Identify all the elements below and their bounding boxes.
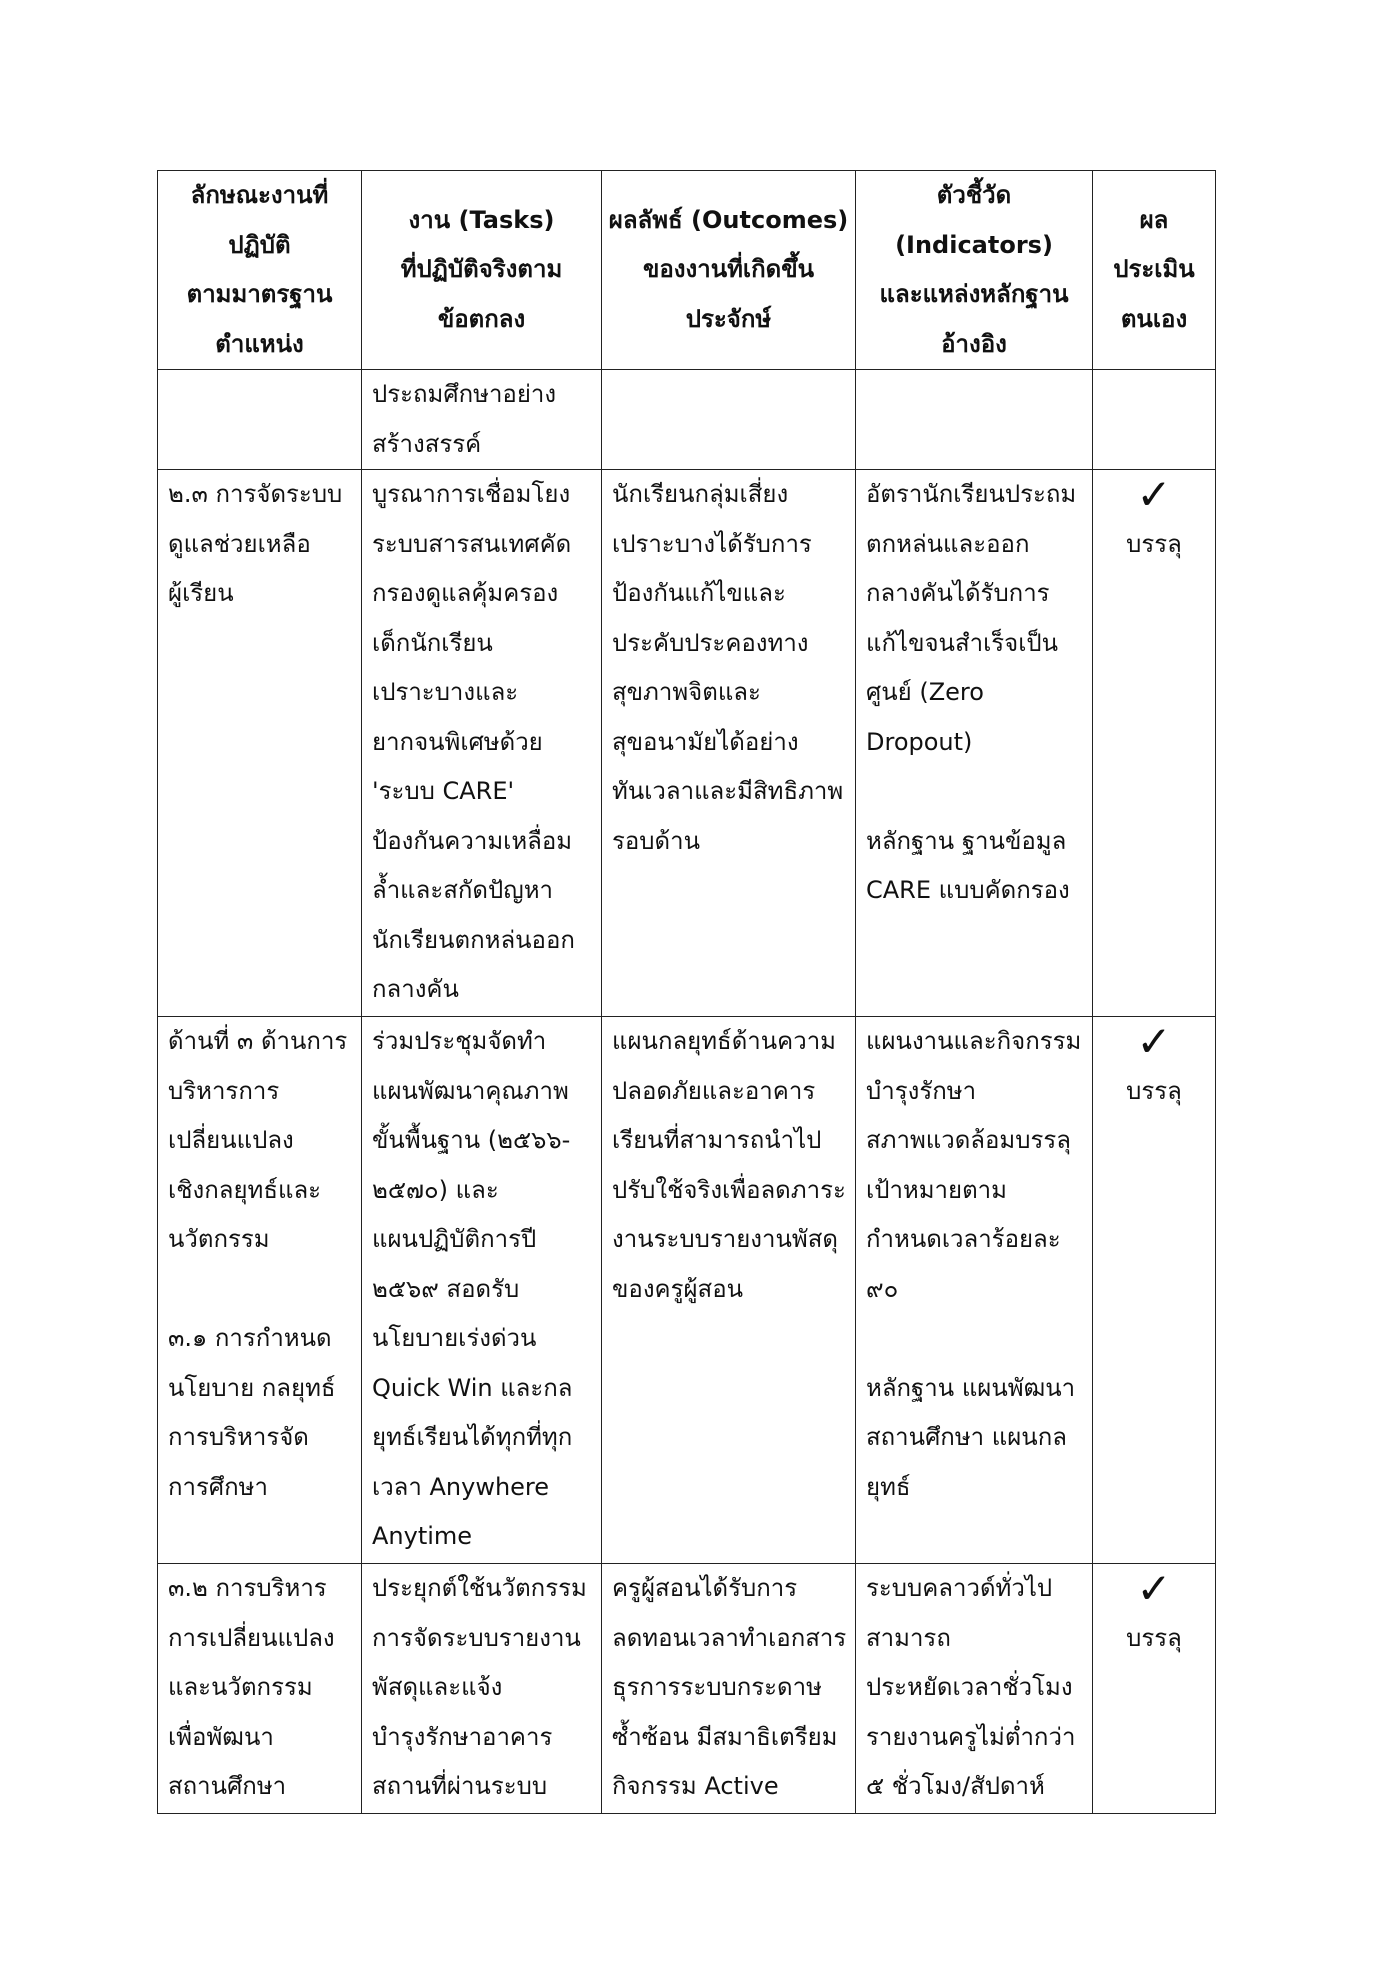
cell-text-line: ประหยัดเวลาชั่วโมง <box>866 1673 1073 1701</box>
cell-self-assessment <box>1093 1017 1216 1564</box>
cell-text-line: สุขอนามัยได้อย่าง <box>612 727 799 756</box>
cell-text-line: การศึกษา <box>168 1472 268 1501</box>
cell-text-line: เปราะบางได้รับการ <box>612 529 812 558</box>
cell-text-line: ขั้นพื้นฐาน (๒๕๖๖- <box>372 1126 571 1154</box>
blank-line <box>866 1314 1082 1364</box>
cell-outcomes <box>602 1017 856 1564</box>
cell-text-line: เพื่อพัฒนา <box>168 1722 274 1751</box>
cell-work-characteristics <box>158 1564 362 1814</box>
cell-text-line: (Indicators) <box>895 230 1053 259</box>
cell-tasks <box>362 470 602 1017</box>
cell-text-line: ยุทธ์เรียนได้ทุกที่ทุก <box>372 1423 573 1451</box>
cell-text-line: บำรุงรักษาอาคาร <box>372 1722 553 1751</box>
cell-text-line: ครูผู้สอนได้รับการ <box>612 1574 798 1602</box>
cell-outcomes <box>602 370 856 470</box>
cell-text-line: นักเรียนตกหล่นออก <box>372 925 575 954</box>
cell-text-line: ของครูผู้สอน <box>612 1274 744 1303</box>
header-tasks <box>362 171 602 370</box>
cell-text-line: ประคับประคองทาง <box>612 628 809 657</box>
cell-text-line: ที่ปฏิบัติจริงตาม <box>400 255 563 284</box>
cell-text-line: ตนเอง <box>1120 304 1188 333</box>
cell-text-line: รอบด้าน <box>612 826 701 855</box>
cell-text-line: ปรับใช้จริงเพื่อลดภาระ <box>612 1175 846 1204</box>
cell-text-line: อ้างอิง <box>941 329 1007 358</box>
cell-text-line: Quick Win และกล <box>372 1373 573 1402</box>
header-self-assessment <box>1093 171 1216 370</box>
table-row <box>158 1564 1216 1814</box>
cell-text-line: ป้องกันแก้ไขและ <box>612 579 786 607</box>
cell-text-line: ๓.๑ การกำหนด <box>168 1324 332 1352</box>
cell-text-line: การบริหารจัด <box>168 1423 309 1451</box>
cell-text-line: บูรณาการเชื่อมโยง <box>372 480 571 508</box>
cell-self-assessment <box>1093 470 1216 1017</box>
checkmark-icon: ✓ <box>1136 470 1172 519</box>
cell-text-line: ยากจนพิเศษด้วย <box>372 727 543 756</box>
cell-text-line: ผู้เรียน <box>168 579 234 607</box>
cell-text-line: ยุทธ์ <box>866 1472 911 1501</box>
cell-text-line: การจัดระบบรายงาน <box>372 1623 581 1652</box>
cell-work-characteristics <box>158 1017 362 1564</box>
checkmark-icon: ✓ <box>1136 1564 1172 1613</box>
cell-text-line: ผลลัพธ์ (Outcomes) <box>608 205 849 234</box>
cell-text-line: ล้ำและสกัดปัญหา <box>372 876 553 904</box>
cell-text-line: ๓.๒ การบริหาร <box>168 1574 327 1602</box>
cell-text-line: เด็กนักเรียน <box>372 628 493 657</box>
cell-text-line: เรียนที่สามารถนำไป <box>612 1126 822 1154</box>
cell-indicators <box>856 470 1093 1017</box>
cell-text-line: สุขภาพจิตและ <box>612 678 761 706</box>
cell-text-line: สถานศึกษา <box>168 1772 287 1800</box>
cell-tasks <box>362 1017 602 1564</box>
cell-text-line: และแหล่งหลักฐาน <box>879 280 1069 308</box>
cell-text-line: ร่วมประชุมจัดทำ <box>372 1027 547 1055</box>
cell-text-line: Dropout) <box>866 727 973 756</box>
cell-text-line: เชิงกลยุทธ์และ <box>168 1175 322 1204</box>
cell-text-line: ด้านที่ ๓ ด้านการ <box>168 1027 348 1055</box>
cell-indicators <box>856 370 1093 470</box>
cell-text-line: ๙๐ <box>866 1274 899 1303</box>
header-outcomes <box>602 171 856 370</box>
cell-text-line: ประจักษ์ <box>685 304 772 333</box>
cell-text-line: บำรุงรักษา <box>866 1076 977 1105</box>
cell-text-line: กรองดูแลคุ้มครอง <box>372 579 559 607</box>
cell-text-line: ซ้ำซ้อน มีสมาธิเตรียม <box>612 1722 838 1751</box>
cell-text-line: ธุรการระบบกระดาษ <box>612 1673 822 1701</box>
cell-text-line: แก้ไขจนสำเร็จเป็น <box>866 628 1059 657</box>
cell-text-line: สภาพแวดล้อมบรรลุ <box>866 1126 1071 1154</box>
cell-text-line: ปฏิบัติ <box>228 230 291 259</box>
cell-text-line: ๕ ชั่วโมง/สัปดาห์ <box>866 1772 1045 1800</box>
cell-text-line: 'ระบบ CARE' <box>372 777 515 805</box>
cell-text-line: ป้องกันความเหลื่อม <box>372 826 573 855</box>
cell-self-assessment <box>1093 1564 1216 1814</box>
cell-text-line: ลดทอนเวลาทำเอกสาร <box>612 1623 847 1652</box>
cell-text-line: ประเมิน <box>1113 255 1195 284</box>
cell-text-line: สามารถ <box>866 1623 951 1652</box>
cell-text-line: แผนปฏิบัติการปี <box>372 1225 537 1253</box>
cell-text-line: การเปลี่ยนแปลง <box>168 1623 335 1652</box>
cell-text-line: เวลา Anywhere <box>372 1472 550 1501</box>
cell-indicators <box>856 1017 1093 1564</box>
cell-text-line: ปลอดภัยและอาคาร <box>612 1076 816 1105</box>
cell-text-line: กิจกรรม Active <box>612 1772 779 1800</box>
blank-line <box>168 1265 351 1315</box>
table-row <box>158 370 1216 470</box>
cell-text-line: CARE แบบคัดกรอง <box>866 876 1070 904</box>
cell-text-line: เปราะบางและ <box>372 678 519 706</box>
cell-text-line: นโยบายเร่งด่วน <box>372 1324 537 1352</box>
cell-tasks <box>362 370 602 470</box>
cell-text-line: เป้าหมายตาม <box>866 1175 1007 1204</box>
blank-line <box>866 767 1082 817</box>
cell-text-line: ศูนย์ (Zero <box>866 678 984 706</box>
cell-text-line: ระบบคลาวด์ทั่วไป <box>866 1574 1053 1602</box>
cell-text-line: Anytime <box>372 1522 473 1550</box>
result-text: บรรลุ <box>1126 1076 1182 1105</box>
cell-work-characteristics <box>158 370 362 470</box>
cell-text-line: พัสดุและแจ้ง <box>372 1673 503 1701</box>
cell-text-line: แผนกลยุทธ์ด้านความ <box>612 1027 837 1055</box>
cell-text-line: บริหารการ <box>168 1076 280 1105</box>
performance-evaluation-table <box>157 170 1216 1814</box>
cell-text-line: ตำแหน่ง <box>215 329 304 358</box>
cell-text-line: นักเรียนกลุ่มเสี่ยง <box>612 480 789 508</box>
header-work-characteristics <box>158 171 362 370</box>
cell-work-characteristics <box>158 470 362 1017</box>
cell-text-line: ๒๕๗๐) และ <box>372 1175 499 1204</box>
table-header-row <box>158 171 1216 370</box>
table-row <box>158 470 1216 1017</box>
cell-text-line: เปลี่ยนแปลง <box>168 1126 294 1154</box>
cell-text-line: ประยุกต์ใช้นวัตกรรม <box>372 1574 587 1602</box>
cell-text-line: ดูแลช่วยเหลือ <box>168 529 311 558</box>
cell-text-line: แผนพัฒนาคุณภาพ <box>372 1076 569 1105</box>
cell-text-line: นโยบาย กลยุทธ์ <box>168 1373 336 1402</box>
cell-text-line: ตามมาตรฐาน <box>186 280 333 308</box>
cell-text-line: นวัตกรรม <box>168 1225 270 1253</box>
result-text: บรรลุ <box>1126 529 1182 558</box>
cell-text-line: รายงานครูไม่ต่ำกว่า <box>866 1722 1076 1751</box>
cell-outcomes <box>602 470 856 1017</box>
cell-text-line: และนวัตกรรม <box>168 1673 313 1701</box>
cell-text-line: แผนงานและกิจกรรม <box>866 1027 1082 1055</box>
cell-text-line: ข้อตกลง <box>437 304 526 333</box>
cell-text-line: ประถมศึกษาอย่าง <box>372 380 557 408</box>
cell-text-line: ทันเวลาและมีสิทธิภาพ <box>612 777 844 805</box>
cell-text-line: ๒๕๖๙ สอดรับ <box>372 1274 520 1303</box>
table-row <box>158 1017 1216 1564</box>
cell-outcomes <box>602 1564 856 1814</box>
cell-text-line: งาน (Tasks) <box>408 205 555 234</box>
cell-text-line: งานระบบรายงานพัสดุ <box>612 1225 838 1253</box>
cell-text-line: กำหนดเวลาร้อยละ <box>866 1225 1061 1253</box>
cell-text-line: สร้างสรรค์ <box>372 429 482 458</box>
header-indicators <box>856 171 1093 370</box>
cell-text-line: สถานศึกษา แผนกล <box>866 1423 1067 1451</box>
cell-text-line: ลักษณะงานที่ <box>190 181 329 209</box>
cell-text-line: ผล <box>1139 205 1169 234</box>
cell-text-line: หลักฐาน ฐานข้อมูล <box>866 826 1067 855</box>
cell-indicators <box>856 1564 1093 1814</box>
cell-text-line: ตัวชี้วัด <box>936 181 1012 209</box>
cell-tasks <box>362 1564 602 1814</box>
cell-text-line: ระบบสารสนเทศคัด <box>372 529 572 558</box>
checkmark-icon: ✓ <box>1136 1017 1172 1066</box>
result-text: บรรลุ <box>1126 1623 1182 1652</box>
cell-text-line: ๒.๓ การจัดระบบ <box>168 480 343 508</box>
cell-text-line: กลางคัน <box>372 975 459 1003</box>
cell-text-line: อัตรานักเรียนประถม <box>866 480 1077 508</box>
cell-text-line: สถานที่ผ่านระบบ <box>372 1772 548 1800</box>
cell-text-line: ตกหล่นและออก <box>866 529 1030 558</box>
cell-text-line: หลักฐาน แผนพัฒนา <box>866 1373 1076 1402</box>
cell-self-assessment <box>1093 370 1216 470</box>
cell-text-line: ของงานที่เกิดขึ้น <box>642 255 815 284</box>
cell-text-line: กลางคันได้รับการ <box>866 579 1050 607</box>
